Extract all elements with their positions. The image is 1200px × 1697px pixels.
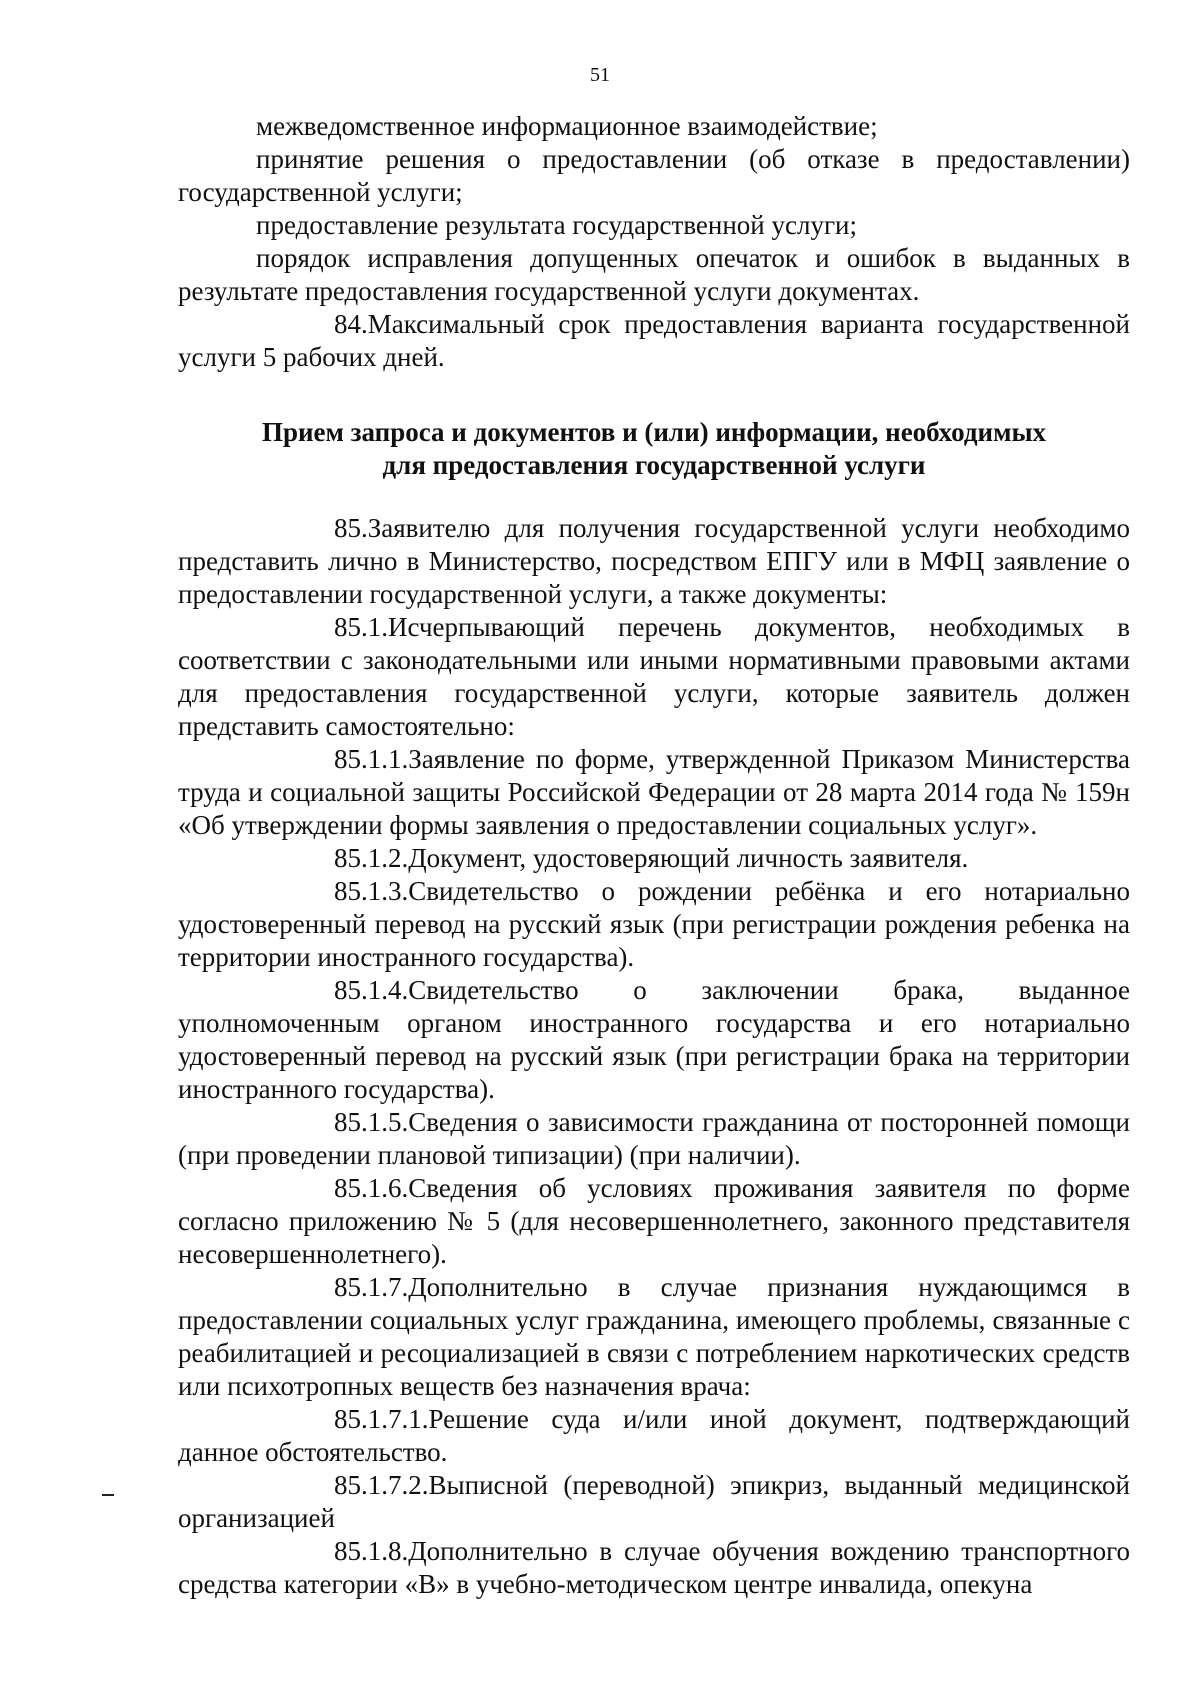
paragraph: межведомственное информационное взаимодействие; — [256, 111, 878, 141]
paragraph-85-1-4: 85.1.4.Свидетельство о заключении брака, выданное уполномоченным органом иностранного государства и его нотариально удостоверенный перевод на русский язык (при регистрации брака на территории иностранного государства). — [178, 975, 1130, 1104]
paragraph-85: 85.Заявителю для получения государственной услуги необходимо представить лично в Министерство, посредством ЕПГУ или в МФЦ заявление о предоставлении государственной услуги, а также документы: — [178, 513, 1130, 609]
paragraph-85-1-7-1: 85.1.7.1.Решение суда и/или иной документ, подтверждающий данное обстоятельство. — [178, 1404, 1130, 1467]
section-heading-line-2: для предоставления государственной услуги — [382, 450, 926, 480]
paragraph-85-1-7-2: 85.1.7.2.Выписной (переводной) эпикриз, выданный медицинской организацией — [178, 1470, 1130, 1533]
paragraph-85-1-1: 85.1.1.Заявление по форме, утвержденной Приказом Министерства труда и социальной защиты Российской Федерации от 28 марта 2014 года № 159н «Об утверждении формы заявления о предоставлении социальных услуг». — [178, 744, 1130, 840]
clause-number: 85. — [334, 513, 368, 543]
clause-number: 84. — [334, 309, 368, 339]
paragraph-85-1: 85.1.Исчерпывающий перечень документов, необходимых в соответствии с законодательными или иными нормативными правовыми актами для предоставления государственной услуги, которые заявитель должен представить самостоятельно: — [178, 612, 1130, 741]
clause-number: 85.1. — [334, 612, 388, 642]
document-body — [178, 110, 1130, 1601]
paragraph-85-1-5: 85.1.5.Сведения о зависимости гражданина от посторонней помощи (при проведении плановой типизации) (при наличии). — [178, 1107, 1130, 1170]
clause-number: 85.1.7. — [334, 1272, 409, 1302]
clause-number: 85.1.7.2. — [334, 1470, 429, 1500]
paragraph: порядок исправления допущенных опечаток и ошибок в выданных в результате предоставления государственной услуги документах. — [178, 243, 1130, 306]
clause-number: 85.1.4. — [334, 975, 409, 1005]
clause-number: 85.1.6. — [334, 1173, 409, 1203]
clause-number: 85.1.7.1. — [334, 1404, 429, 1434]
paragraph-84: 84.Максимальный срок предоставления варианта государственной услуги 5 рабочих дней. — [178, 309, 1130, 372]
clause-number: 85.1.1. — [334, 744, 409, 774]
section-heading — [178, 416, 1130, 482]
clause-number: 85.1.2. — [334, 843, 409, 873]
paragraph-85-1-6: 85.1.6.Сведения об условиях проживания заявителя по форме согласно приложению № 5 (для несовершеннолетнего, законного представителя несовершеннолетнего). — [178, 1173, 1130, 1269]
clause-number: 85.1.8. — [334, 1536, 409, 1566]
paragraph-85-1-3: 85.1.3.Свидетельство о рождении ребёнка и его нотариально удостоверенный перевод на русский язык (при регистрации рождения ребенка на территории иностранного государства). — [178, 876, 1130, 972]
paragraph-85-1-2: 85.1.2.Документ, удостоверяющий личность заявителя. — [178, 842, 1130, 875]
paragraph-85-1-8: 85.1.8.Дополнительно в случае обучения вождению транспортного средства категории «В» в учебно-методическом центре инвалида, опекуна — [178, 1536, 1130, 1599]
section-heading-line-1: Прием запроса и документов и (или) информации, необходимых — [261, 417, 1047, 447]
clause-number: 85.1.3. — [334, 876, 409, 906]
page-number: 51 — [590, 64, 610, 86]
paragraph: предоставление результата государственной услуги; — [256, 210, 857, 240]
paragraph-85-1-7: 85.1.7.Дополнительно в случае признания нуждающимся в предоставлении социальных услуг гражданина, имеющего проблемы, связанные с реабилитацией и ресоциализацией в связи с потреблением наркотических средств или психотропных веществ без назначения врача: — [178, 1272, 1130, 1401]
clause-number: 85.1.5. — [334, 1107, 409, 1137]
paragraph: принятие решения о предоставлении (об отказе в предоставлении) государственной услуги; — [178, 144, 1130, 207]
margin-mark — [102, 1494, 114, 1496]
